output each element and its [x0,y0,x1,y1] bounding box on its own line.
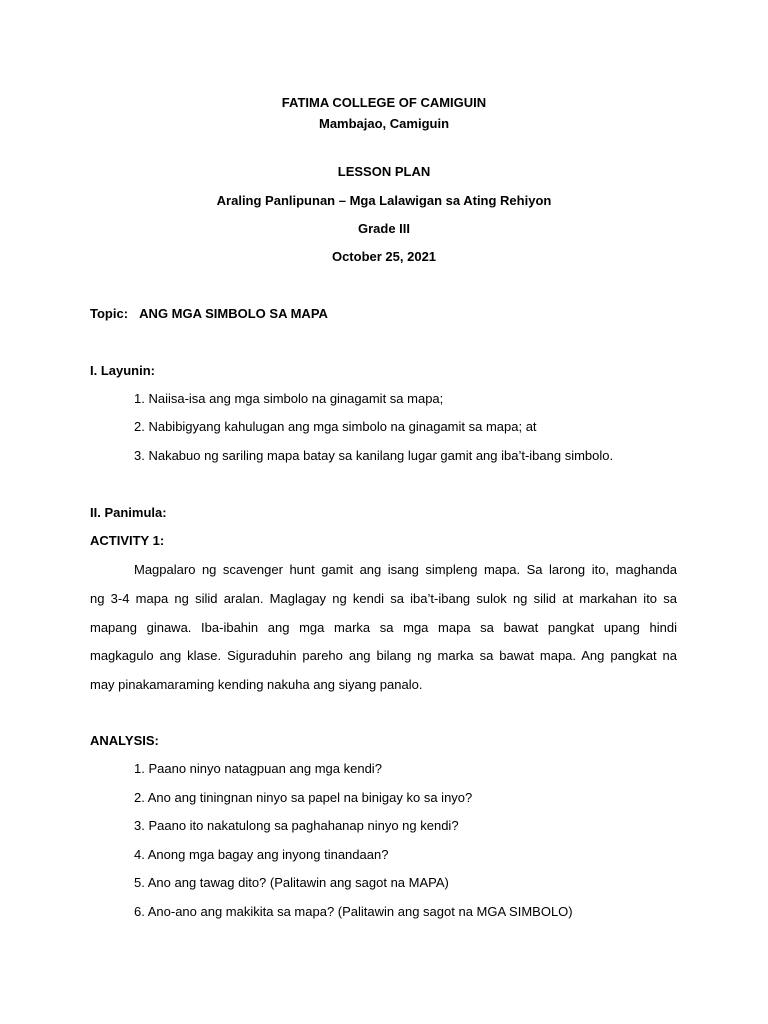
school-name: FATIMA COLLEGE OF CAMIGUIN [281,95,487,110]
paragraph-line: magkagulo ang klase. Siguraduhin pareho ang bilang ng marka sa bawat mapa. Ang pangkat na [90,648,677,663]
layunin-item: 2. Nabibigyang kahulugan ang mga simbolo na ginagamit sa mapa; at [134,419,537,434]
analysis-item: 5. Ano ang tawag dito? (Palitawin ang sagot na MAPA) [134,875,449,890]
layunin-item: 3. Nakabuo ng sariling mapa batay sa kanilang lugar gamit ang iba’t-ibang simbolo. [134,448,614,463]
activity-heading: ACTIVITY 1: [90,533,165,548]
paragraph-line: may pinakamaraming kending nakuha ang siyang panalo. [90,677,423,692]
analysis-heading: ANALYSIS: [90,733,159,748]
layunin-item: 1. Naiisa-isa ang mga simbolo na ginagamit sa mapa; [134,391,444,406]
analysis-item: 2. Ano ang tiningnan ninyo sa papel na binigay ko sa inyo? [134,790,473,805]
analysis-item: 3. Paano ito nakatulong sa paghahanap ninyo ng kendi? [134,818,459,833]
layunin-heading: I. Layunin: [90,363,155,378]
paragraph-line: Magpalaro ng scavenger hunt gamit ang isang simpleng mapa. Sa larong ito, maghanda [134,562,677,577]
topic-label: Topic: [90,306,129,321]
paragraph-line: ng 3-4 mapa ng silid aralan. Maglagay ng kendi sa iba’t-ibang sulok ng silid at markahan ito sa [90,591,677,606]
document-type: LESSON PLAN [337,164,431,179]
lesson-date: October 25, 2021 [331,249,437,264]
analysis-item: 4. Anong mga bagay ang inyong tinandaan? [134,847,389,862]
topic-value: ANG MGA SIMBOLO SA MAPA [139,306,328,321]
paragraph-line: mapang ginawa. Iba-ibahin ang mga marka sa mga mapa sa bawat pangkat upang hindi [90,620,677,635]
subject-title: Araling Panlipunan – Mga Lalawigan sa Ating Rehiyon [216,193,552,208]
panimula-heading: II. Panimula: [90,505,167,520]
analysis-item: 1. Paano ninyo natagpuan ang mga kendi? [134,761,382,776]
grade-level: Grade III [357,221,411,236]
topic-line [90,306,328,322]
school-location: Mambajao, Camiguin [318,116,450,131]
analysis-item: 6. Ano-ano ang makikita sa mapa? (Palitawin ang sagot na MGA SIMBOLO) [134,904,573,919]
